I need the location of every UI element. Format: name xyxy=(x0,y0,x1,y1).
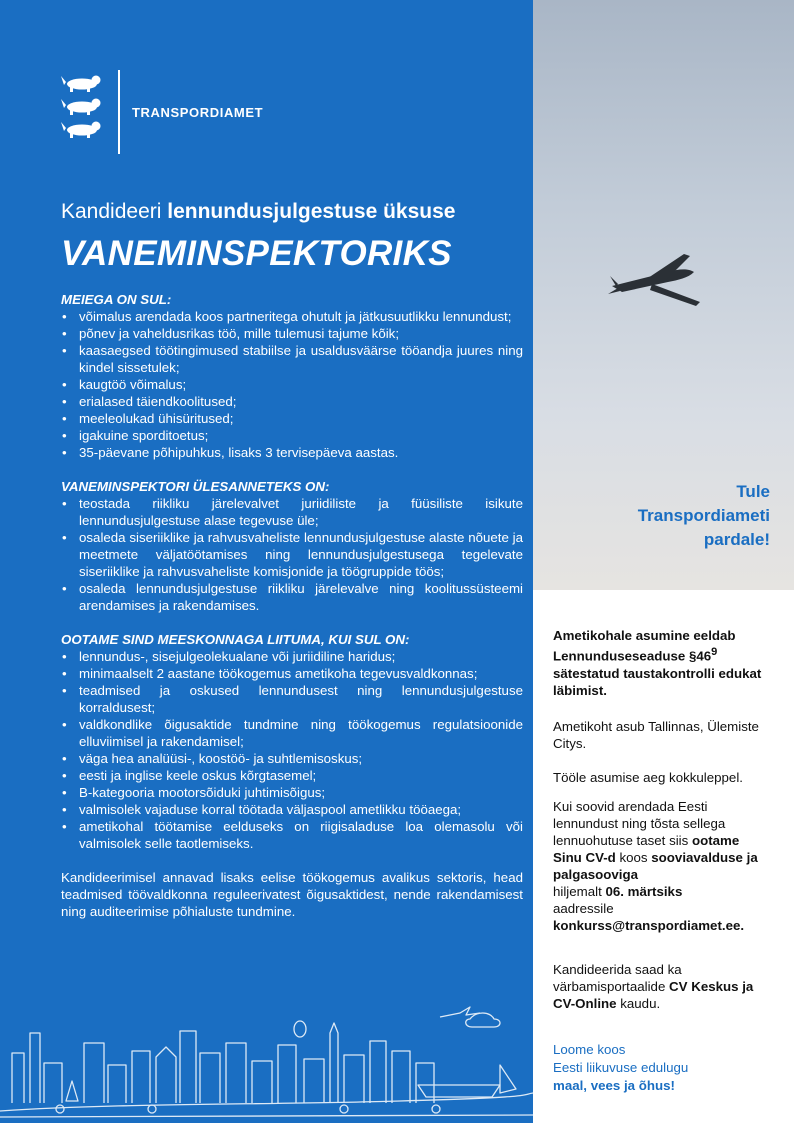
list-item: • kaasaegsed töötingimused stabiilse ja usaldusväärse tööandja juures ning kindel sissetulek; xyxy=(61,342,523,376)
list-item: • 35-päevane põhipuhkus, lisaks 3 tervisepäeva aastas. xyxy=(61,444,523,461)
tagline-line: Transpordiameti xyxy=(637,506,770,525)
list-item: • B-kategooria mootorsõiduki juhtimisõigus; xyxy=(61,784,523,801)
location-note: Ametikoht asub Tallinnas, Ülemiste Citys. xyxy=(553,719,759,752)
portals-text-end: kaudu. xyxy=(616,996,661,1012)
portals-note xyxy=(553,961,771,1012)
tagline-line: pardale! xyxy=(703,530,770,549)
tagline-line: Tule xyxy=(736,482,770,501)
apply-deadline: 06. märtsiks xyxy=(605,884,683,900)
apply-email-link[interactable]: konkurss@transpordiamet.ee. xyxy=(553,918,745,934)
org-name: TRANSPORDIAMET xyxy=(132,105,264,120)
apply-text: Kui soovid arendada Eesti lennundust ning tõsta sellega lennuohutuse taset siis xyxy=(553,799,726,849)
slogan-line: Loome koos xyxy=(553,1042,626,1057)
start-note: Tööle asumise aeg kokkuleppel. xyxy=(553,770,743,786)
list-item: • valdkondlike õigusaktide tundmine ning töökogemus regulatsioonide elluviimisel ja rakendamisel; xyxy=(61,716,523,750)
list-item: • väga hea analüüsi-, koostöö- ja suhtlemisoskus; xyxy=(61,750,523,767)
apply-note xyxy=(553,798,771,934)
requirement-text-end: sätestatud taustakontrolli edukat läbimist. xyxy=(553,665,762,698)
airplane-icon xyxy=(608,250,708,330)
tagline xyxy=(638,480,770,552)
section-title-duties: VANEMINSPEKTORI ÜLESANNETEKS ON: xyxy=(61,479,330,494)
slogan xyxy=(553,1041,688,1095)
lead-prefix: Kandideeri xyxy=(61,200,168,223)
apply-application: sooviavalduse ja palgasooviga xyxy=(553,850,758,883)
apply-text: aadressile xyxy=(553,901,614,917)
city-skyline-icon xyxy=(0,993,533,1123)
list-item: • lennundus-, sisejulgeolekualane või juriidiline haridus; xyxy=(61,648,523,665)
list-item: • igakuine sporditoetus; xyxy=(61,427,523,444)
apply-cv: ootame Sinu CV-d xyxy=(553,833,740,866)
list-item: • erialased täiendkoolitused; xyxy=(61,393,523,410)
requirements-list xyxy=(61,648,523,852)
requirement-note xyxy=(553,627,771,698)
duties-list xyxy=(61,495,523,614)
list-item: • valmisolek vajaduse korral töötada väljaspool ametlikku tööaega; xyxy=(61,801,523,818)
requirement-sup: 9 xyxy=(711,646,718,659)
portals-names: CV Keskus ja CV-Online xyxy=(553,979,754,1012)
section-title-offer: MEIEGA ON SUL: xyxy=(61,292,172,307)
list-item: • teadmised ja oskused lennundusest ning lennundusjulgestuse korraldusest; xyxy=(61,682,523,716)
requirement-text: Ametikohale asumine eeldab Lennunduseseaduse §46 xyxy=(553,628,736,664)
job-title: VANEMINSPEKTORIKS xyxy=(61,234,452,273)
slogan-line: Eesti liikuvuse edulugu xyxy=(553,1060,689,1075)
list-item: • minimaalselt 2 aastane töökogemus ametikoha tegevusvaldkonnas; xyxy=(61,665,523,682)
apply-text: koos xyxy=(615,850,652,866)
slogan-line xyxy=(553,1077,688,1095)
offer-list xyxy=(61,308,523,461)
list-item: • teostada riikliku järelevalvet juriidiliste ja füüsiliste isikute lennundusjulgestuse alase tegevuse üle; xyxy=(61,495,523,529)
portals-text: Kandideerida saad ka värbamisportaalide xyxy=(553,962,682,995)
lead-unit: lennundusjulgestuse üksuse xyxy=(167,200,456,223)
list-item: • kaugtöö võimalus; xyxy=(61,376,523,393)
advantages-paragraph: Kandideerimisel annavad lisaks eelise töökogemus avalikus sektoris, head teadmised töövaldkonna reguleerivatest õigusaktidest, nende rakendamisest ning auditeerimise põhialuste tundmine. xyxy=(61,870,523,919)
apply-text: hiljemalt xyxy=(553,884,606,900)
list-item: • eesti ja inglise keele oskus kõrgtasemel; xyxy=(61,767,523,784)
list-item: • osaleda lennundusjulgestuse riikliku järelevalve ning koolitussüsteemi arendamises ja rakendamises. xyxy=(61,580,523,614)
slogan-bold: maal, vees ja õhus! xyxy=(553,1078,675,1093)
list-item: • ametikohal töötamise eelduseks on riigisaladuse loa olemasolu või valmisolek selle taotlemiseks. xyxy=(61,818,523,852)
list-item: • osaleda siseriiklike ja rahvusvaheliste lennundusjulgestuse alaste nõuete ja meetmete väljatöötamises ning lennundusjulgestusega tegelevate siseriiklike ja rahvusvaheliste komisjonide ja töögruppide töös; xyxy=(61,529,523,580)
job-content xyxy=(61,291,523,920)
list-item: • põnev ja vaheldusrikas töö, mille tulemusi tajume kõik; xyxy=(61,325,523,342)
section-title-requirements: OOTAME SIND MEESKONNAGA LIITUMA, KUI SUL ON: xyxy=(61,632,410,647)
coat-of-arms-icon xyxy=(60,72,106,142)
list-item: • võimalus arendada koos partneritega ohutult ja jätkusuutlikku lennundust; xyxy=(61,308,523,325)
logo-divider xyxy=(118,70,120,154)
list-item: • meeleolukad ühisüritused; xyxy=(61,410,523,427)
lead-line xyxy=(61,200,455,224)
